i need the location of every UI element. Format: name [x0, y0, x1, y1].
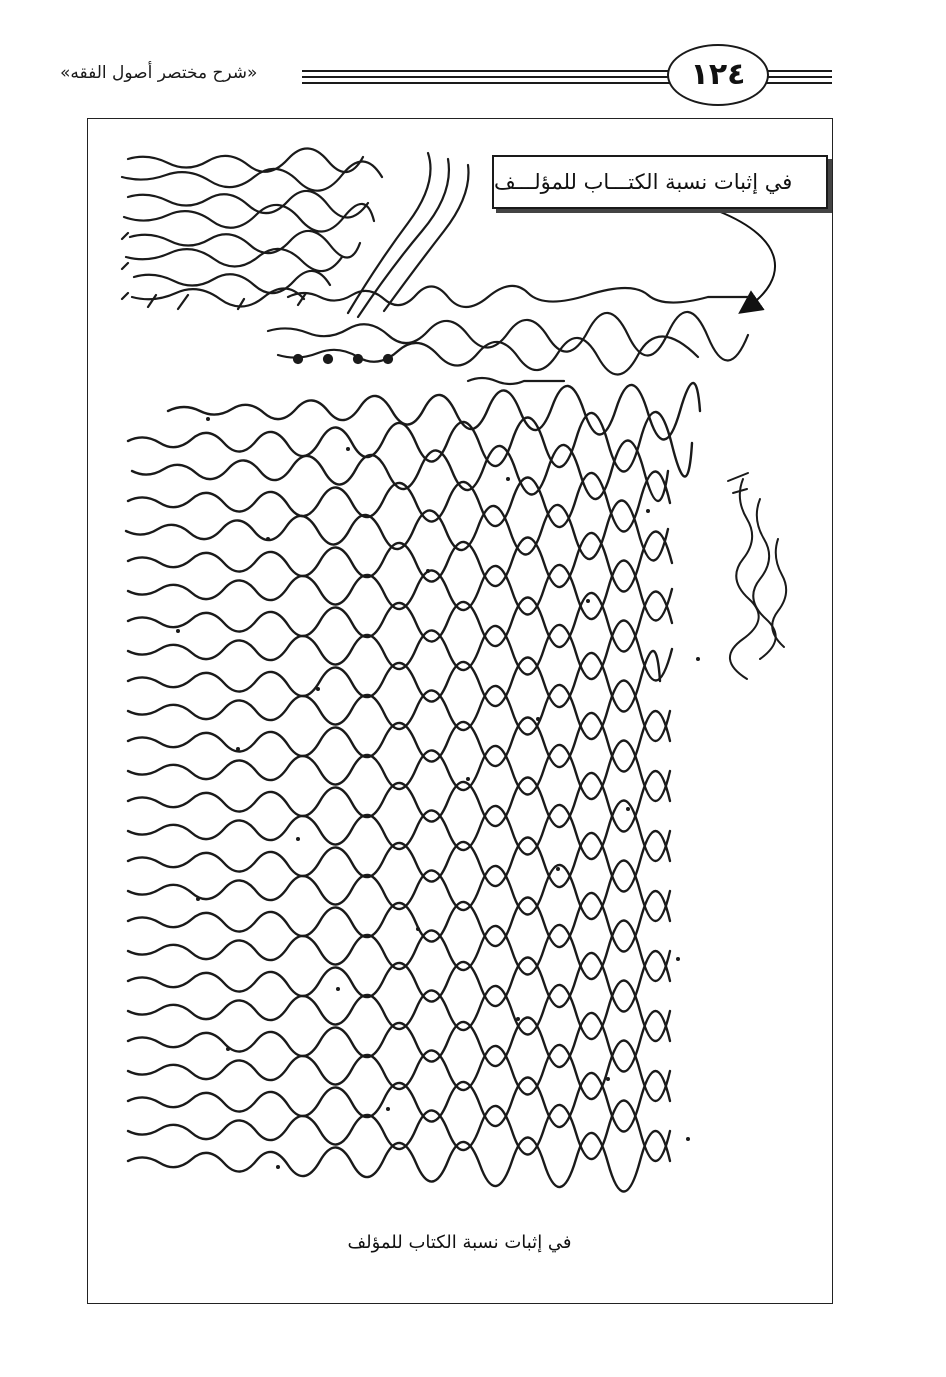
manuscript-caption: في إثبات نسبة الكتاب للمؤلف	[347, 1232, 572, 1253]
manuscript-body-text	[126, 383, 700, 1192]
page-number: ١٢٤	[690, 57, 746, 92]
marginal-note-vertical	[728, 473, 786, 679]
manuscript-scan-image	[88, 119, 831, 1302]
marginal-notes-diagonal	[122, 148, 469, 317]
manuscript-label-text: في إثبات نسبة الكتـــاب للمؤلـــف	[494, 170, 793, 194]
curved-pointer-arrow	[718, 211, 775, 307]
page-number-oval	[667, 44, 769, 106]
running-header-title: «شرح مختصر أصول الفقه»	[60, 63, 258, 83]
manuscript-frame	[87, 118, 833, 1304]
manuscript-opening-lines	[268, 286, 748, 384]
manuscript-label-box	[492, 155, 828, 209]
